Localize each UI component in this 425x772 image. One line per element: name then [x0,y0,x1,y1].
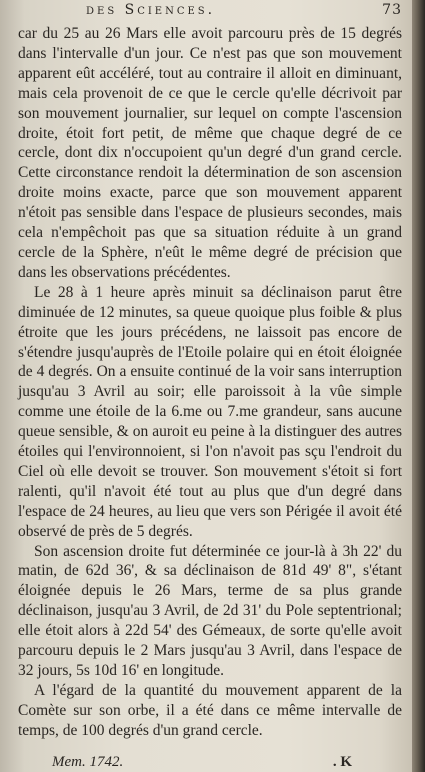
page-number: 73 [382,2,402,18]
body-text [18,24,402,741]
running-header [86,2,402,24]
paragraph-3: Son ascension droite fut déterminée ce jour-là à 3h 22' du matin, de 62d 36', & sa déclinaison de 81d 49' 8", s'étant éloignée depuis le 26 Mars, terme de sa plus grande déclinaison, jusqu'au 3 Avril, de 2d 31' du Pole septentrional; elle étoit alors à 22d 54' des Gémeaux, de sorte qu'elle avoit parcouru depuis le 2 Mars jusqu'au 3 Avril, dans l'espace de 32 jours, 5s 10d 16' en longitude. [18,542,402,679]
page-footer [52,754,400,772]
signature-line: Mem. 1742. [52,754,124,770]
running-title: des Sciences. [86,2,216,18]
page-edge [412,0,425,772]
paragraph-2: Le 28 à 1 heure après minuit sa déclinaison parut être diminuée de 12 minutes, sa queue quoique plus foible & plus étroite que les jours précédens, ne laissoit pas encore de s'étendre jusqu'auprès de l'Etoile polaire qui en étoit éloignée de 4 degrés. On a ensuite continué de la voir sans interruption jusqu'au 3 Avril au soir; elle paroissoit à la vûe simple comme une étoile de la 6.me ou 7.me grandeur, sans aucune queue sensible, & on auroit eu peine à la distinguer des autres étoiles qui l'environnoient, si l'on n'avoit pas sçu l'endroit du Ciel où elle devoit se trouver. Son mouvement s'étoit si fort ralenti, qu'il n'avoit été tout au plus que d'un degré dans l'espace de 24 heures, au lieu que vers son Périgée il avoit été observé de près de 5 degrés. [18,283,402,540]
paragraph-4: A l'égard de la quantité du mouvement apparent de la Comète sur son orbe, il a été dans ce même intervalle de temps, de 100 degrés d'un grand cercle. [18,681,402,739]
signature-mark: . K [332,754,352,770]
paragraph-1: car du 25 au 26 Mars elle avoit parcouru près de 15 degrés dans l'intervalle d'un jour. Ce n'est pas que son mouvement apparent eût accéléré, tout au contraire il alloit en diminuant, mais cela provenoit de ce que le cercle qu'elle décrivoit par son mouvement journalier, sur lequel on compte l'ascension droite, étoit fort petit, de même que chaque degré de ce cercle, dont dix n'occupoient qu'un degré d'un grand cercle. Cette circonstance rendoit la détermination de son ascension droite moins exacte, parce que son mouvement apparent n'étoit pas sensible dans l'espace de plusieurs secondes, mais cela n'empêchoit pas que sa situation réduite à un grand cercle de la Sphère, n'eût le même degré de précision que dans les observations précédentes. [18,25,402,281]
